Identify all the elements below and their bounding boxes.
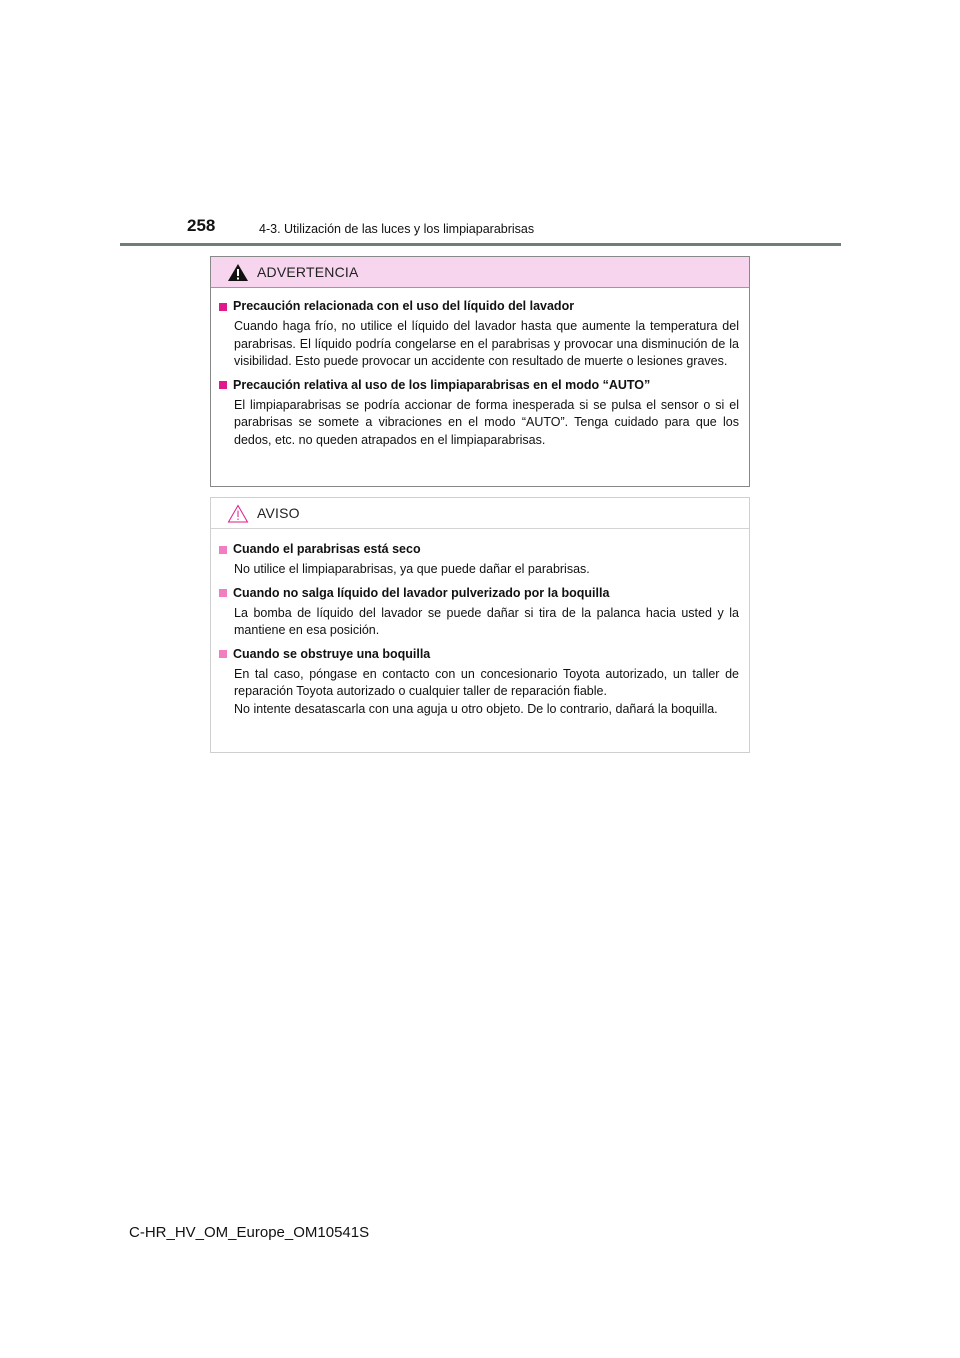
notice-box-label: AVISO [257, 505, 300, 521]
warning-box-label: ADVERTENCIA [257, 264, 359, 280]
notice-item [219, 541, 739, 579]
notice-item [219, 646, 739, 719]
document-code: C-HR_HV_OM_Europe_OM10541S [129, 1224, 370, 1241]
notice-item-title-text: Cuando el parabrisas está seco [233, 542, 421, 556]
notice-triangle-icon [227, 504, 249, 523]
square-bullet-icon [219, 381, 227, 389]
warning-item [219, 298, 739, 371]
page-number: 258 [187, 216, 216, 235]
warning-box-body [211, 288, 749, 449]
warning-item-title-text: Precaución relativa al uso de los limpiaparabrisas en el modo “AUTO” [233, 377, 651, 392]
notice-item-title-text: Cuando se obstruye una boquilla [233, 646, 431, 661]
notice-box-header [211, 498, 749, 529]
header-rule [120, 243, 841, 246]
notice-item-paragraph: No utilice el limpiaparabrisas, ya que puede dañar el parabrisas. [234, 562, 590, 576]
square-bullet-icon [219, 650, 227, 658]
notice-box [210, 497, 750, 753]
notice-item-text [234, 605, 739, 640]
notice-item-text [234, 666, 739, 719]
warning-item-paragraph: El limpiaparabrisas se podría accionar de forma inesperada si se pulsa el sensor o si el parabrisas se somete a vibraciones en el modo “AUTO”. Tenga cuidado para que los dedos, etc. no queden atrapados en el limpiaparabrisas. [234, 397, 739, 447]
warning-item-title [219, 298, 739, 315]
square-bullet-icon [219, 589, 227, 597]
notice-item-title [219, 541, 739, 558]
notice-item-paragraph: No intente desatascarla con una aguja u otro objeto. De lo contrario, dañará la boquilla. [234, 701, 718, 716]
notice-item-title-text: Cuando no salga líquido del lavador pulverizado por la boquilla [233, 585, 610, 600]
notice-item-title [219, 646, 739, 663]
warning-item-text [234, 318, 739, 371]
warning-item-paragraph: Cuando haga frío, no utilice el líquido del lavador hasta que aumente la temperatura del parabrisas. El líquido podría congelarse en el parabrisas y provocar una disminución de la visibilidad. Esto puede provocar un accidente con resultado de muerte o lesiones graves. [234, 319, 739, 368]
warning-box-header [211, 257, 749, 288]
notice-item-paragraph: En tal caso, póngase en contacto con un concesionario Toyota autorizado, un taller de reparación Toyota autorizado o cualquier taller de reparación fiable. [234, 666, 739, 698]
page-header [0, 0, 960, 250]
notice-box-body [211, 529, 749, 718]
warning-box [210, 256, 750, 487]
notice-item-text [234, 561, 739, 579]
warning-item-title-text: Precaución relacionada con el uso del líquido del lavador [233, 299, 575, 313]
square-bullet-icon [219, 546, 227, 554]
square-bullet-icon [219, 303, 227, 311]
notice-item-title [219, 585, 739, 602]
warning-item [219, 377, 739, 450]
notice-item-paragraph: La bomba de líquido del lavador se puede dañar si tira de la palanca hacia usted y la mantiene en esa posición. [234, 605, 739, 637]
warning-triangle-icon [227, 263, 249, 282]
warning-item-title [219, 377, 739, 394]
notice-item [219, 585, 739, 640]
warning-item-text [234, 397, 739, 450]
section-title: 4-3. Utilización de las luces y los limpiaparabrisas [259, 222, 535, 236]
